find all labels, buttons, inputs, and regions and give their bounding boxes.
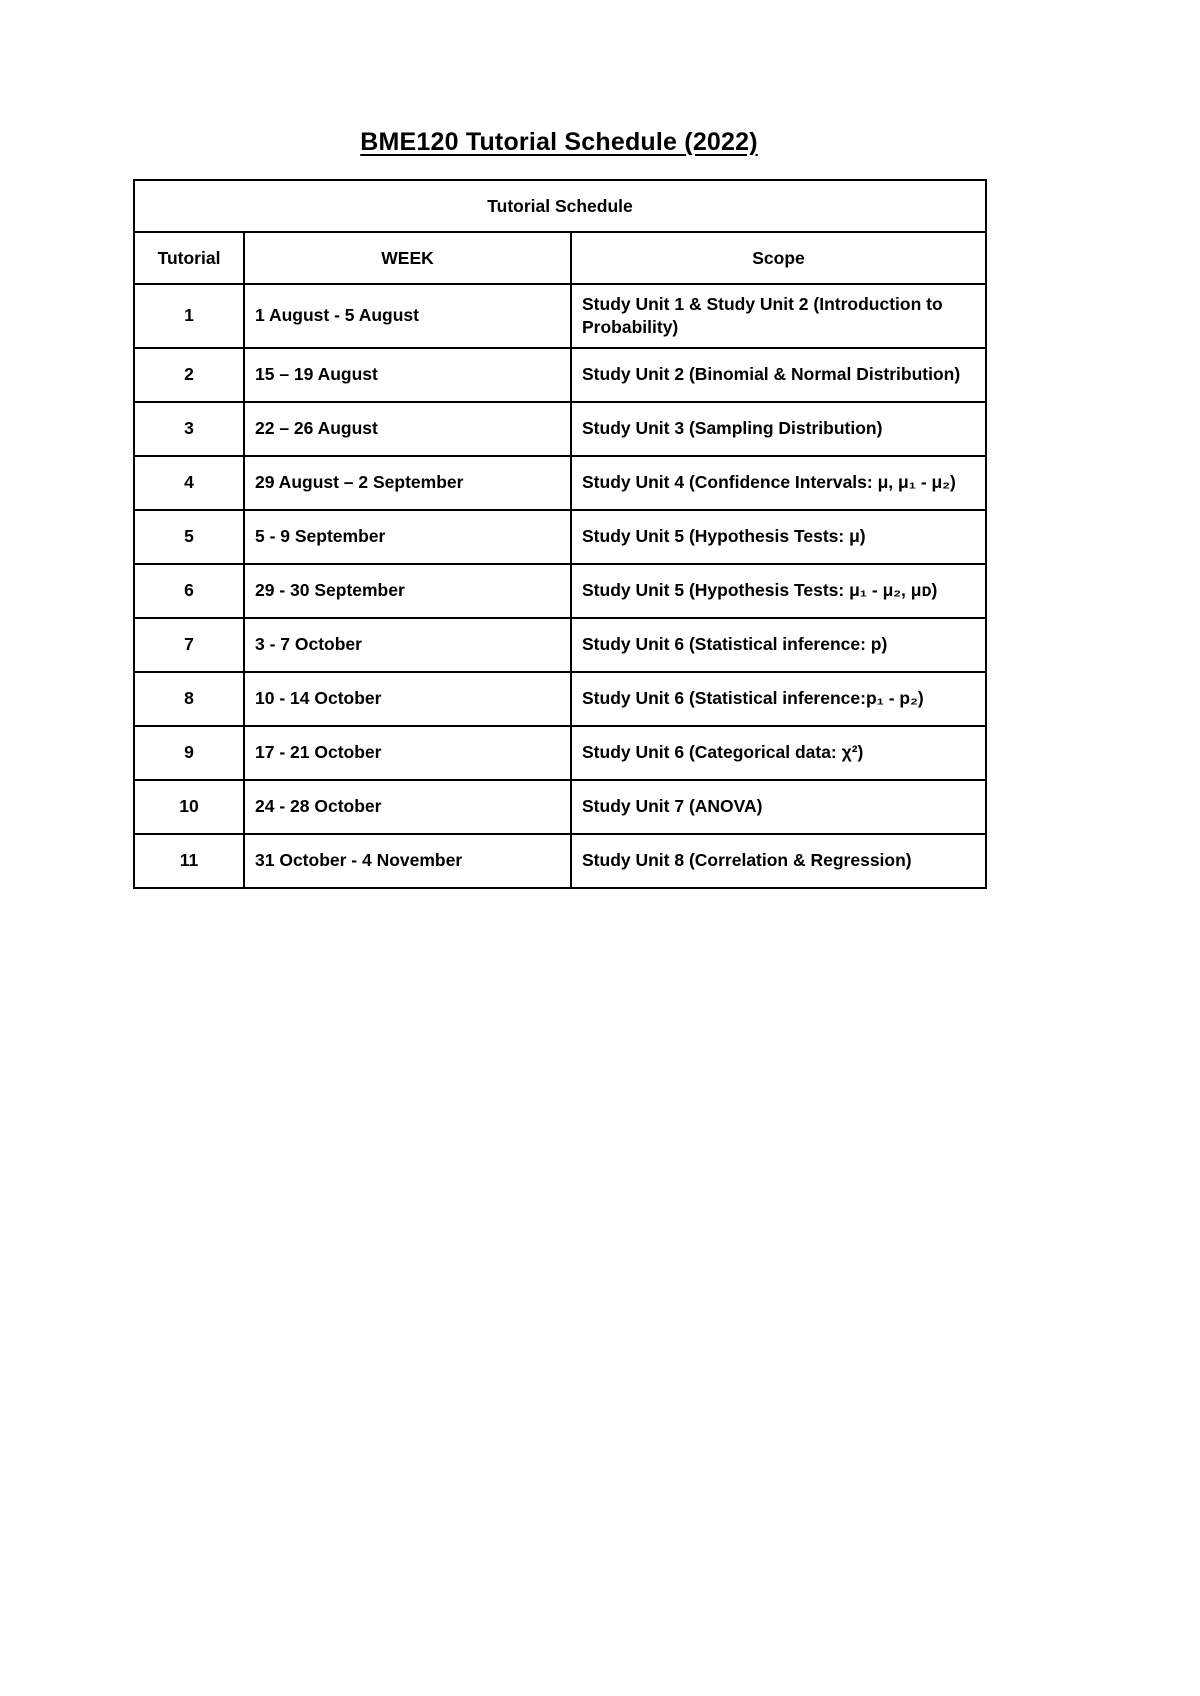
- scope-cell: Study Unit 4 (Confidence Intervals: μ, μ₁ - μ₂): [571, 456, 986, 510]
- tutorial-cell: 1: [134, 284, 244, 348]
- tutorial-cell: 2: [134, 348, 244, 402]
- scope-cell: Study Unit 8 (Correlation & Regression): [571, 834, 986, 888]
- tutorial-schedule-table: [133, 179, 987, 889]
- table-row: [134, 348, 986, 402]
- table-row: [134, 284, 986, 348]
- week-cell: 3 - 7 October: [244, 618, 571, 672]
- tutorial-cell: 6: [134, 564, 244, 618]
- tutorial-cell: 5: [134, 510, 244, 564]
- tutorial-cell: 3: [134, 402, 244, 456]
- week-cell: 1 August - 5 August: [244, 284, 571, 348]
- scope-cell: Study Unit 6 (Statistical inference:p₁ - p₂): [571, 672, 986, 726]
- table-row: [134, 456, 986, 510]
- table-row: [134, 780, 986, 834]
- scope-cell: Study Unit 5 (Hypothesis Tests: μ): [571, 510, 986, 564]
- tutorial-cell: 10: [134, 780, 244, 834]
- week-cell: 29 - 30 September: [244, 564, 571, 618]
- week-cell: 24 - 28 October: [244, 780, 571, 834]
- week-cell: 5 - 9 September: [244, 510, 571, 564]
- table-row: [134, 618, 986, 672]
- table-row: [134, 726, 986, 780]
- scope-cell: Study Unit 1 & Study Unit 2 (Introduction to Probability): [571, 284, 986, 348]
- table-caption-row: [134, 180, 986, 232]
- table-row: [134, 672, 986, 726]
- table-row: [134, 564, 986, 618]
- scope-cell: Study Unit 3 (Sampling Distribution): [571, 402, 986, 456]
- tutorial-cell: 9: [134, 726, 244, 780]
- page-title: BME120 Tutorial Schedule (2022): [360, 128, 758, 156]
- scope-cell: Study Unit 2 (Binomial & Normal Distribution): [571, 348, 986, 402]
- document-page: [133, 0, 985, 889]
- tutorial-cell: 11: [134, 834, 244, 888]
- column-header-week: WEEK: [244, 232, 571, 284]
- week-cell: 15 – 19 August: [244, 348, 571, 402]
- scope-cell: Study Unit 5 (Hypothesis Tests: μ₁ - μ₂, μᴅ): [571, 564, 986, 618]
- tutorial-cell: 4: [134, 456, 244, 510]
- column-header-scope: Scope: [571, 232, 986, 284]
- table-row: [134, 834, 986, 888]
- week-cell: 10 - 14 October: [244, 672, 571, 726]
- tutorial-cell: 8: [134, 672, 244, 726]
- scope-cell: Study Unit 7 (ANOVA): [571, 780, 986, 834]
- week-cell: 31 October - 4 November: [244, 834, 571, 888]
- column-header-tutorial: Tutorial: [134, 232, 244, 284]
- table-row: [134, 510, 986, 564]
- week-cell: 29 August – 2 September: [244, 456, 571, 510]
- scope-cell: Study Unit 6 (Statistical inference: p): [571, 618, 986, 672]
- week-cell: 22 – 26 August: [244, 402, 571, 456]
- table-header-row: [134, 232, 986, 284]
- table-caption: Tutorial Schedule: [134, 180, 986, 232]
- week-cell: 17 - 21 October: [244, 726, 571, 780]
- tutorial-cell: 7: [134, 618, 244, 672]
- table-row: [134, 402, 986, 456]
- scope-cell: Study Unit 6 (Categorical data: χ²): [571, 726, 986, 780]
